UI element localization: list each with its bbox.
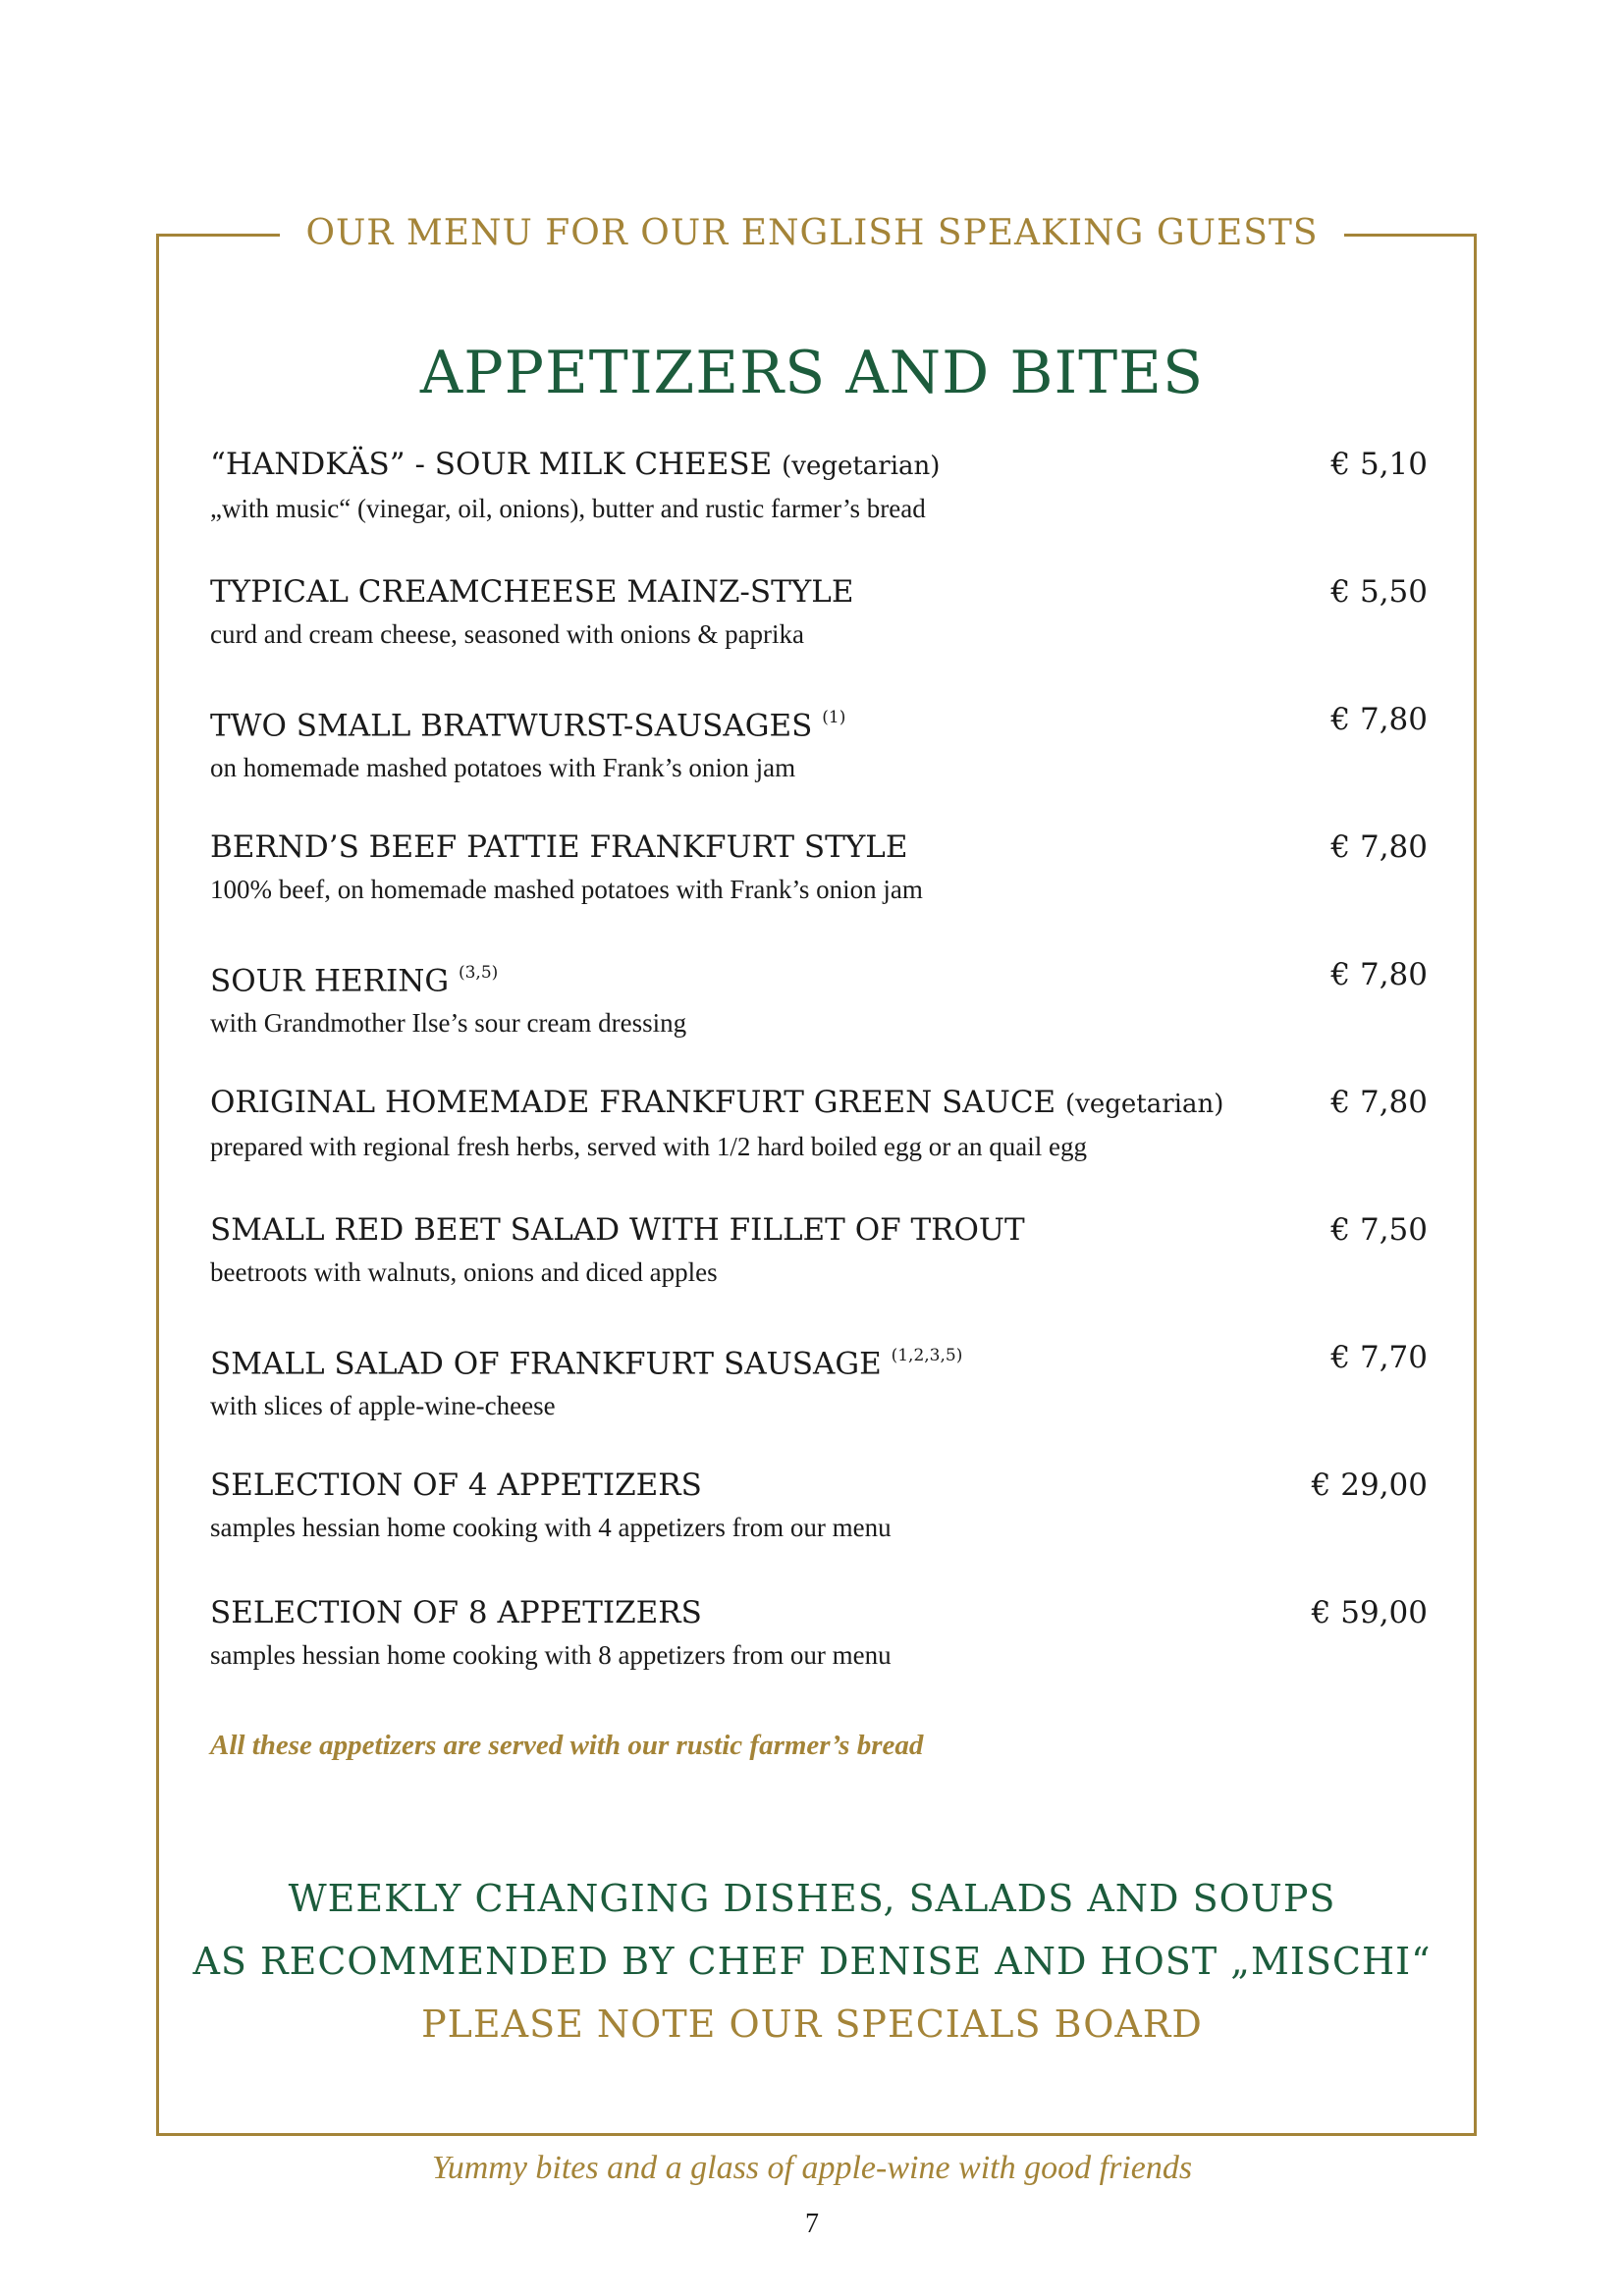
menu-item bbox=[210, 1592, 1428, 1720]
menu-item-title bbox=[210, 827, 1428, 868]
menu-item-title bbox=[210, 1209, 1428, 1251]
menu-item bbox=[210, 1337, 1428, 1465]
menu-item-title bbox=[210, 1592, 1428, 1633]
menu-item-description: samples hessian home cooking with 8 appetizers from our menu bbox=[210, 1640, 892, 1670]
menu-item-description: on homemade mashed potatoes with Frank’s onion jam bbox=[210, 753, 796, 783]
menu-item bbox=[210, 571, 1428, 699]
menu-item-title bbox=[210, 1337, 1428, 1384]
page-number: 7 bbox=[805, 2209, 819, 2239]
menu-item-title bbox=[210, 699, 1428, 746]
menu-item-price: € 5,50 bbox=[1330, 574, 1428, 610]
menu-item-allergen-note: (1,2,3,5) bbox=[891, 1346, 963, 1365]
menu-item-title bbox=[210, 954, 1428, 1001]
menu-item bbox=[210, 1082, 1428, 1209]
menu-item-price: € 7,80 bbox=[1330, 829, 1428, 865]
menu-item-price: € 7,80 bbox=[1330, 702, 1428, 737]
menu-item-name: TYPICAL CREAMCHEESE MAINZ-STYLE bbox=[210, 574, 854, 610]
menu-item-name: SMALL RED BEET SALAD WITH FILLET OF TROUT bbox=[210, 1212, 1025, 1248]
menu-item-name: “HANDKÄS” - SOUR MILK CHEESE bbox=[210, 447, 773, 482]
menu-item-name: SELECTION OF 4 APPETIZERS bbox=[210, 1468, 702, 1503]
menu-item-name: SMALL SALAD OF FRANKFURT SAUSAGE bbox=[210, 1346, 882, 1382]
menu-item-name: SELECTION OF 8 APPETIZERS bbox=[210, 1595, 702, 1630]
menu-item-price: € 7,80 bbox=[1330, 1085, 1428, 1120]
footer-tagline: Yummy bites and a glass of apple-wine with good friends bbox=[431, 2150, 1193, 2186]
section-title: APPETIZERS AND BITES bbox=[419, 339, 1205, 407]
menu-item-price: € 7,70 bbox=[1330, 1340, 1428, 1375]
menu-item-title bbox=[210, 1082, 1428, 1125]
menu-item-price: € 29,00 bbox=[1311, 1468, 1428, 1503]
menu-item-name: BERND’S BEEF PATTIE FRANKFURT STYLE bbox=[210, 829, 908, 865]
weekly-line-specials-board: PLEASE NOTE OUR SPECIALS BOARD bbox=[421, 2002, 1203, 2046]
menu-item-price: € 7,80 bbox=[1330, 957, 1428, 992]
weekly-line-dishes: WEEKLY CHANGING DISHES, SALADS AND SOUPS bbox=[288, 1877, 1336, 1920]
menu-item-price: € 59,00 bbox=[1311, 1595, 1428, 1630]
menu-item-description: with slices of apple-wine-cheese bbox=[210, 1391, 556, 1421]
menu-item-allergen-note: (1) bbox=[822, 708, 846, 727]
served-with-bread-note: All these appetizers are served with our rustic farmer’s bread bbox=[210, 1730, 924, 1761]
menu-item-name: TWO SMALL BRATWURST-SAUSAGES bbox=[210, 708, 813, 744]
menu-item-description: „with music“ (vinegar, oil, onions), butter and rustic farmer’s bread bbox=[210, 494, 926, 523]
menu-item-title bbox=[210, 571, 1428, 613]
menu-item-title bbox=[210, 1465, 1428, 1506]
menu-item bbox=[210, 1209, 1428, 1337]
menu-item-allergen-note: (3,5) bbox=[458, 963, 499, 983]
menu-header-text: OUR MENU FOR OUR ENGLISH SPEAKING GUESTS bbox=[280, 213, 1343, 253]
menu-item bbox=[210, 1465, 1428, 1592]
menu-item-title bbox=[210, 444, 1428, 487]
menu-item-name: SOUR HERING bbox=[210, 963, 450, 999]
menu-item-price: € 5,10 bbox=[1330, 447, 1428, 482]
weekly-specials-block bbox=[0, 1867, 1624, 2056]
menu-item bbox=[210, 444, 1428, 571]
menu-header-label bbox=[0, 210, 1624, 257]
menu-item bbox=[210, 699, 1428, 827]
menu-item-price: € 7,50 bbox=[1330, 1212, 1428, 1248]
menu-item bbox=[210, 827, 1428, 954]
menu-item-description: prepared with regional fresh herbs, served with 1/2 hard boiled egg or an quail egg bbox=[210, 1132, 1087, 1161]
menu-item-description: curd and cream cheese, seasoned with onions & paprika bbox=[210, 619, 805, 649]
menu-item-description: 100% beef, on homemade mashed potatoes with Frank’s onion jam bbox=[210, 875, 923, 904]
weekly-line-recommended: AS RECOMMENDED BY CHEF DENISE AND HOST „MISCHI“ bbox=[192, 1940, 1432, 1983]
menu-item-list bbox=[210, 444, 1428, 1720]
menu-item-name: ORIGINAL HOMEMADE FRANKFURT GREEN SAUCE bbox=[210, 1085, 1056, 1120]
menu-item-description: samples hessian home cooking with 4 appetizers from our menu bbox=[210, 1513, 892, 1542]
menu-item-description: beetroots with walnuts, onions and diced apples bbox=[210, 1257, 718, 1287]
menu-item-note: (vegetarian) bbox=[1065, 1090, 1224, 1119]
menu-item-description: with Grandmother Ilse’s sour cream dressing bbox=[210, 1008, 687, 1039]
menu-item-note: (vegetarian) bbox=[782, 452, 941, 481]
menu-item bbox=[210, 954, 1428, 1082]
